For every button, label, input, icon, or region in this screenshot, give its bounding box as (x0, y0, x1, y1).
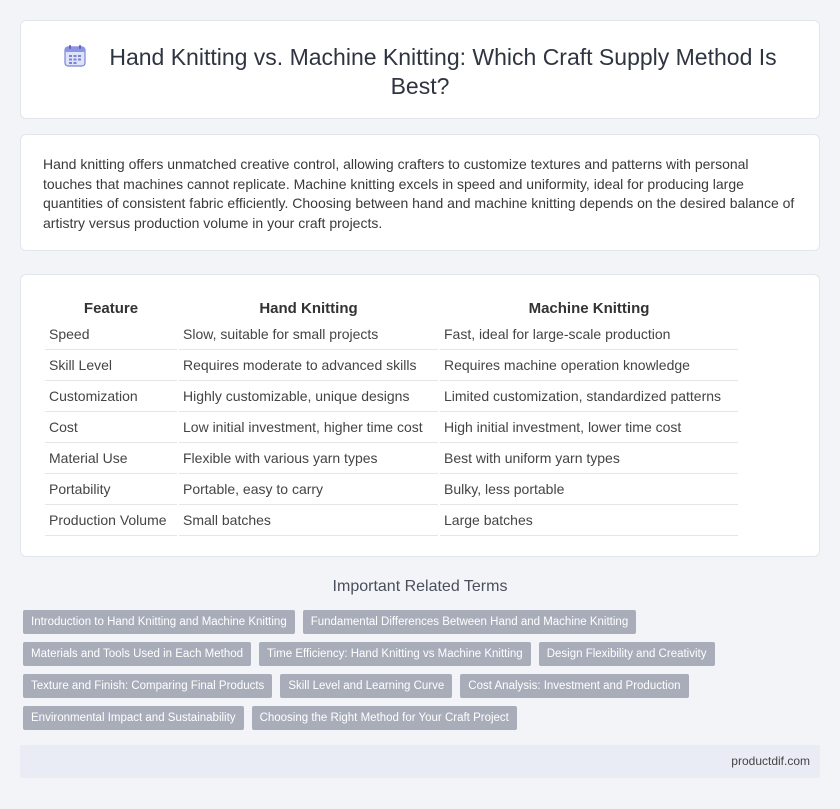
comparison-table-card (20, 274, 820, 557)
related-term-tag[interactable]: Cost Analysis: Investment and Production (460, 674, 688, 698)
related-term-tag[interactable]: Texture and Finish: Comparing Final Products (23, 674, 272, 698)
table-header-row (45, 296, 738, 319)
table-cell: Fast, ideal for large-scale production (440, 319, 738, 350)
related-term-tag[interactable]: Skill Level and Learning Curve (280, 674, 452, 698)
intro-text: Hand knitting offers unmatched creative control, allowing crafters to customize textures and patterns with personal touches that machines cannot replicate. Machine knitting excels in speed and uniformity, ideal for producing large quantities of consistent fabric efficiently. Choosing between hand and machine knitting depends on the desired balance of artistry versus production volume in your craft projects. (43, 156, 795, 231)
table-cell: Requires machine operation knowledge (440, 350, 738, 381)
footer-site-link[interactable]: productdif.com (731, 754, 810, 768)
table-cell: High initial investment, lower time cost (440, 412, 738, 443)
header-machine-knitting: Machine Knitting (528, 300, 650, 317)
table-cell: Portability (45, 474, 177, 505)
table-row (45, 412, 738, 443)
table-cell: Flexible with various yarn types (179, 443, 438, 474)
table-cell: Low initial investment, higher time cost (179, 412, 438, 443)
table-cell: Portable, easy to carry (179, 474, 438, 505)
table-cell: Cost (45, 412, 177, 443)
calendar-icon (63, 44, 87, 68)
table-cell: Slow, suitable for small projects (179, 319, 438, 350)
table-cell: Limited customization, standardized patterns (440, 381, 738, 412)
header-hand-knitting: Hand Knitting (259, 300, 358, 317)
related-terms-list (23, 610, 813, 730)
page-title: Hand Knitting vs. Machine Knitting: Which Craft Supply Method Is Best? (109, 44, 777, 99)
table-row (45, 350, 738, 381)
comparison-table (43, 296, 740, 536)
table-cell: Material Use (45, 443, 177, 474)
table-row (45, 443, 738, 474)
table-row (45, 381, 738, 412)
table-cell: Large batches (440, 505, 738, 536)
table-cell: Customization (45, 381, 177, 412)
table-row (45, 474, 738, 505)
footer (20, 745, 820, 778)
related-term-tag[interactable]: Choosing the Right Method for Your Craft Project (252, 706, 517, 730)
related-term-tag[interactable]: Design Flexibility and Creativity (539, 642, 715, 666)
table-cell: Speed (45, 319, 177, 350)
table-row (45, 505, 738, 536)
table-cell: Highly customizable, unique designs (179, 381, 438, 412)
related-term-tag[interactable]: Environmental Impact and Sustainability (23, 706, 244, 730)
related-term-tag[interactable]: Materials and Tools Used in Each Method (23, 642, 251, 666)
table-cell: Production Volume (45, 505, 177, 536)
intro-card (20, 134, 820, 251)
related-term-tag[interactable]: Time Efficiency: Hand Knitting vs Machine Knitting (259, 642, 531, 666)
header-card (20, 20, 820, 119)
related-term-tag[interactable]: Fundamental Differences Between Hand and Machine Knitting (303, 610, 637, 634)
title-wrap (21, 43, 819, 101)
table-cell: Small batches (179, 505, 438, 536)
table-cell: Best with uniform yarn types (440, 443, 738, 474)
table-cell: Bulky, less portable (440, 474, 738, 505)
table-row (45, 319, 738, 350)
table-cell: Skill Level (45, 350, 177, 381)
related-terms-heading: Important Related Terms (332, 578, 508, 595)
related-term-tag[interactable]: Introduction to Hand Knitting and Machine Knitting (23, 610, 295, 634)
table-cell: Requires moderate to advanced skills (179, 350, 438, 381)
header-feature: Feature (83, 300, 139, 317)
